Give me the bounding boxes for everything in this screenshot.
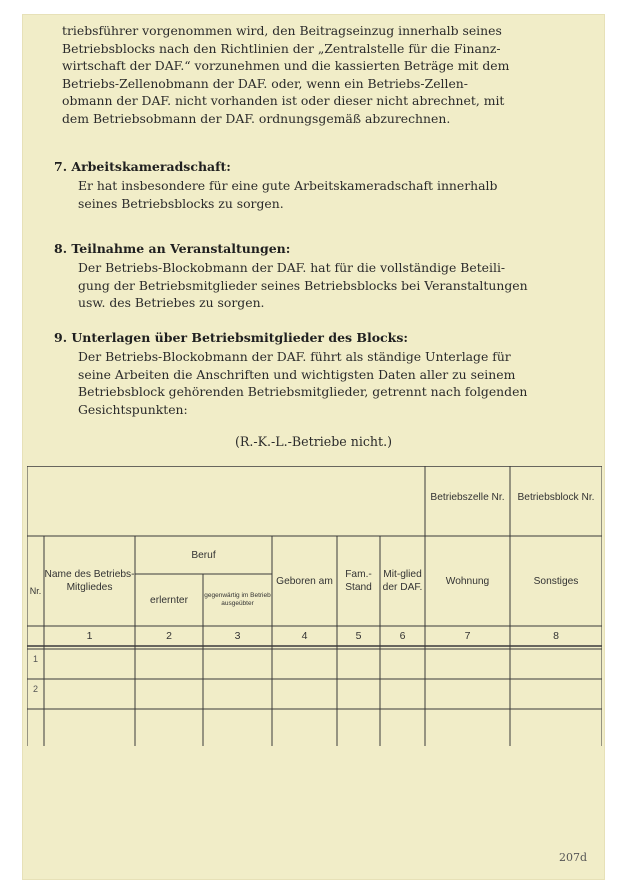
- page-number: 207d: [558, 851, 587, 864]
- members-table: [27, 466, 602, 746]
- text-line: Der Betriebs-Blockobmann der DAF. hat für die vollständige Beteili-: [78, 260, 506, 275]
- header-geboren: Geboren am: [276, 575, 333, 587]
- text-line: Betriebs-Zellenobmann der DAF. oder, wenn ein Betriebs-Zellen-: [62, 75, 468, 91]
- text-line: Er hat insbesondere für eine gute Arbeitskameradschaft innerhalb: [78, 178, 498, 193]
- text-line: Gesichtspunkten:: [78, 401, 188, 417]
- header-gegenwaertig: gegenwärtig im Betrieb ausgeübter: [204, 592, 271, 607]
- header-beruf: Beruf: [191, 549, 216, 561]
- column-number: 7: [464, 629, 471, 642]
- intro-paragraph: [62, 22, 582, 128]
- text-line: dem Betriebsobmann der DAF. ordnungsgemäß abzurechnen.: [62, 110, 451, 126]
- header-nr: Nr.: [29, 585, 42, 596]
- section-7-heading: 7. Arbeitskameradschaft:: [54, 159, 231, 174]
- column-number: 3: [234, 629, 241, 642]
- header-erlernter: erlernter: [150, 594, 188, 606]
- text-line: Betriebsblock gehörenden Betriebsmitglieder, getrennt nach folgenden: [78, 384, 528, 400]
- document-page: [22, 14, 605, 880]
- section-8-heading: 8. Teilnahme an Veranstaltungen:: [54, 241, 291, 256]
- column-number: 2: [166, 629, 172, 642]
- text-line: Betriebsblocks nach den Richtlinien der „Zentralstelle für die Finanz-: [62, 40, 501, 56]
- column-number: 4: [301, 629, 308, 642]
- header-wohnung: Wohnung: [445, 575, 490, 587]
- section-9-paragraph: [78, 348, 573, 418]
- section-9-heading: 9. Unterlagen über Betriebsmitglieder des Blocks:: [54, 330, 408, 345]
- column-number: 5: [355, 629, 362, 642]
- section-7-paragraph: [78, 177, 573, 212]
- header-name: Name des Betriebs-Mitgliedes: [44, 569, 135, 593]
- column-number: 8: [553, 629, 559, 642]
- row-number: 2: [32, 683, 38, 694]
- text-line: Der Betriebs-Blockobmann der DAF. führt als ständige Unterlage für: [78, 349, 511, 364]
- header-mitglied: Mit-glied der DAF.: [382, 569, 423, 593]
- section-8-paragraph: [78, 259, 573, 312]
- header-betriebsblock: Betriebsblock Nr.: [517, 491, 595, 503]
- note-rkl: (R.-K.-L.-Betriebe nicht.): [234, 434, 392, 449]
- header-sonstiges: Sonstiges: [533, 575, 579, 587]
- text-line: seines Betriebsblocks zu sorgen.: [78, 195, 284, 211]
- text-line: gung der Betriebsmitglieder seines Betriebsblocks bei Veranstaltungen: [78, 277, 528, 293]
- column-number: 6: [399, 629, 406, 642]
- column-number: 1: [86, 629, 93, 642]
- header-betriebszelle: Betriebszelle Nr.: [430, 491, 505, 503]
- header-fam-stand: Fam.-Stand: [345, 569, 372, 593]
- row-number: 1: [32, 653, 38, 664]
- text-line: usw. des Betriebes zu sorgen.: [78, 295, 265, 311]
- text-line: wirtschaft der DAF.“ vorzunehmen und die kassierten Beträge mit dem: [62, 58, 510, 74]
- text-line: triebsführer vorgenommen wird, den Beitragseinzug innerhalb seines: [62, 23, 502, 38]
- text-line: seine Arbeiten die Anschriften und wichtigsten Daten aller zu seinem: [78, 366, 516, 382]
- text-line: obmann der DAF. nicht vorhanden ist oder dieser nicht abrechnet, mit: [62, 93, 505, 109]
